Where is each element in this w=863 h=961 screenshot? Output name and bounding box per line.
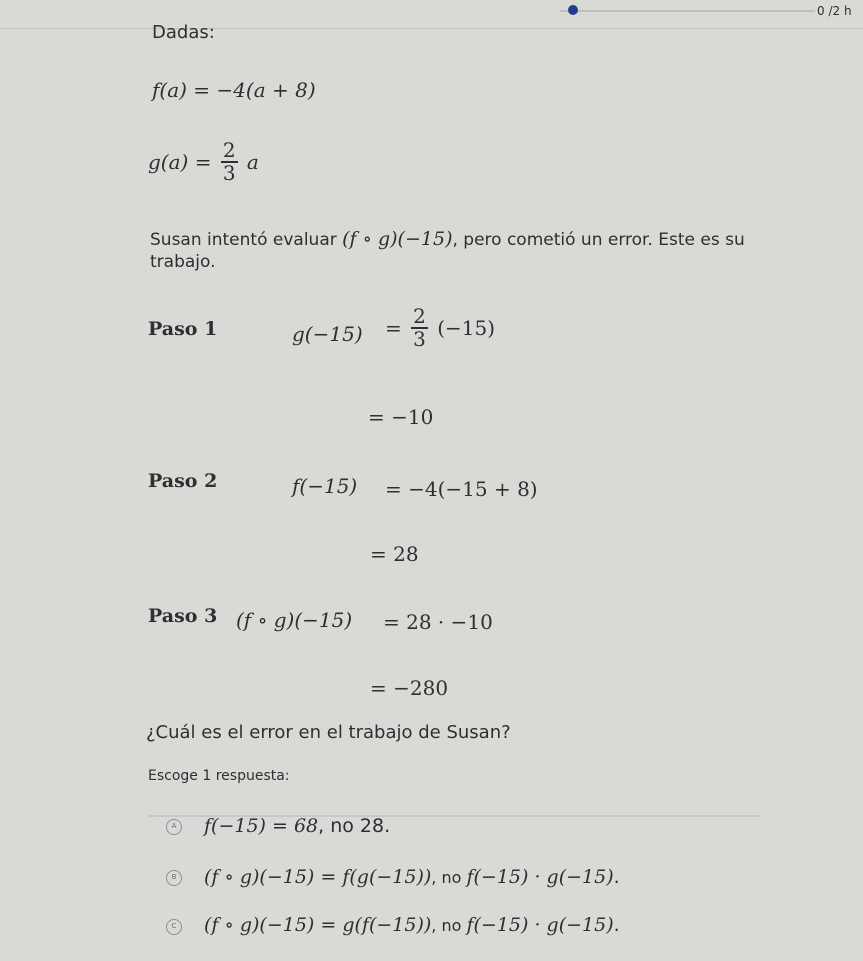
step-1-lhs: g(−15) <box>292 322 363 346</box>
choice-c-math-2: f(−15) · g(−15) <box>466 914 614 936</box>
prompt-line-2: trabajo. <box>150 252 216 272</box>
step-2-label: Paso 2 <box>148 470 218 492</box>
f-lhs: f(a) <box>152 78 187 102</box>
g-variable: a <box>246 150 259 174</box>
choice-a-radio[interactable]: A <box>166 819 182 835</box>
choice-b-radio[interactable]: B <box>166 870 182 886</box>
step-1-tail: (−15) <box>437 316 496 340</box>
prompt-math: (f ∘ g)(−15) <box>342 228 453 250</box>
prompt-text-start: Susan intentó evaluar <box>150 230 337 250</box>
step-2-lhs: f(−15) <box>292 474 358 498</box>
g-fraction-denominator: 3 <box>222 161 236 185</box>
choice-b-end: . <box>613 866 620 888</box>
choice-c-end: . <box>613 914 620 936</box>
choice-b-label <box>204 866 620 888</box>
g-lhs: g(a) = <box>148 150 212 174</box>
score-indicator: 0 /2 h <box>817 4 852 18</box>
given-heading: Dadas: <box>152 22 215 43</box>
step-1-numerator: 2 <box>413 304 426 328</box>
choice-a[interactable] <box>166 813 666 847</box>
choice-b[interactable] <box>166 866 686 900</box>
choice-c-radio[interactable]: C <box>166 919 182 935</box>
step-3-lhs: (f ∘ g)(−15) <box>236 608 353 632</box>
choice-a-math: f(−15) = 68 <box>204 815 319 837</box>
step-1-denominator: 3 <box>413 327 426 351</box>
f-definition <box>152 78 316 102</box>
answer-instruction: Escoge 1 respuesta: <box>148 768 290 784</box>
g-fraction <box>221 140 238 184</box>
step-3-label: Paso 3 <box>148 605 218 627</box>
g-definition <box>148 140 259 184</box>
choice-b-text: , no <box>431 868 467 887</box>
header-divider <box>0 28 863 29</box>
step-1-rhs <box>385 306 495 350</box>
prompt-text-end: , pero cometió un error. Este es su <box>452 230 745 250</box>
choice-c[interactable] <box>166 914 686 948</box>
choice-c-text: , no <box>431 916 467 935</box>
g-fraction-numerator: 2 <box>222 138 236 162</box>
step-1-label: Paso 1 <box>148 318 218 340</box>
choice-b-math: (f ∘ g)(−15) = f(g(−15)) <box>204 866 432 888</box>
step-3-result: = −280 <box>370 676 449 700</box>
step-3-rhs: = 28 · −10 <box>383 610 493 634</box>
choice-a-label <box>204 815 390 837</box>
choice-a-text: , no 28. <box>318 815 391 837</box>
question-text: ¿Cuál es el error en el trabajo de Susan? <box>146 722 511 743</box>
choice-c-math: (f ∘ g)(−15) = g(f(−15)) <box>204 914 432 936</box>
step-2-result: = 28 <box>370 542 419 566</box>
step-1-equals: = <box>385 316 402 340</box>
step-1-result: = −10 <box>368 405 434 429</box>
step-1-fraction <box>411 306 428 350</box>
choice-c-label <box>204 914 620 936</box>
progress-bar <box>560 10 815 12</box>
step-2-rhs: = −4(−15 + 8) <box>385 477 538 501</box>
prompt-line-1 <box>150 228 745 250</box>
progress-marker <box>568 5 578 15</box>
f-rhs: = −4(a + 8) <box>193 78 316 102</box>
choice-b-math-2: f(−15) · g(−15) <box>466 866 614 888</box>
